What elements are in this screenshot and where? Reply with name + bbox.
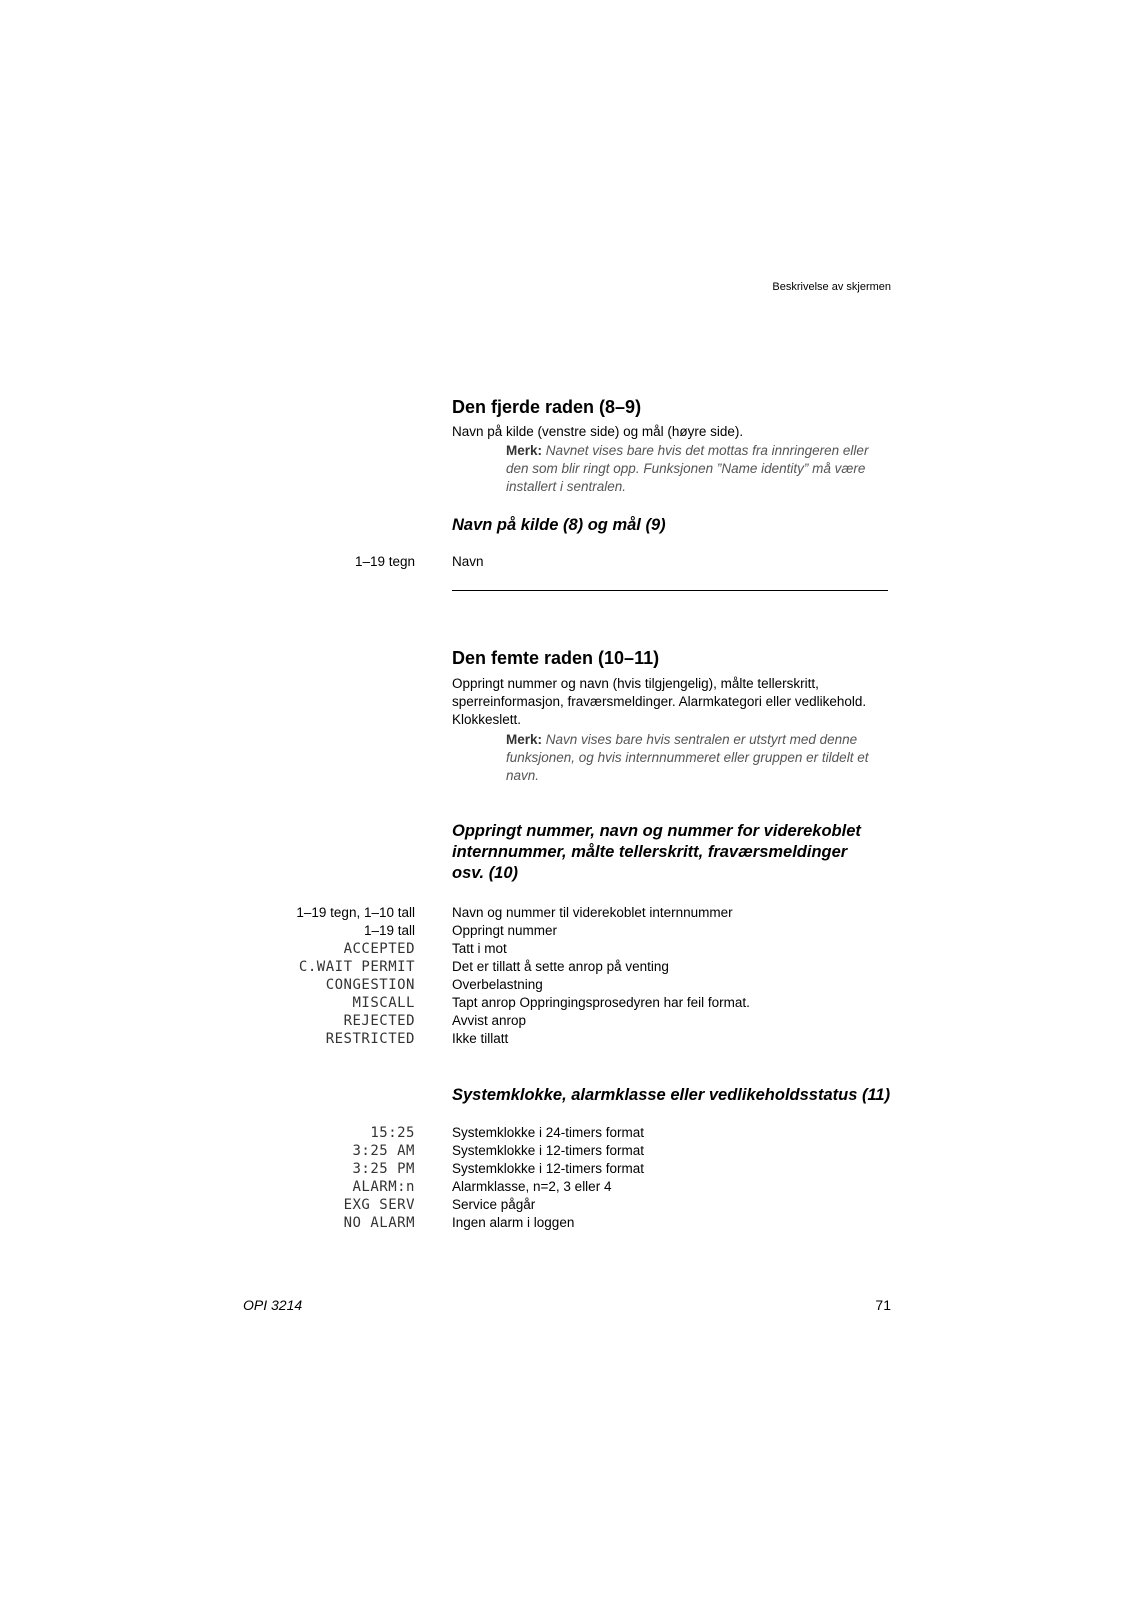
- note-block: [506, 731, 896, 785]
- table-row-right: Systemklokke i 12-timers format: [452, 1161, 645, 1176]
- table-row-right: Overbelastning: [452, 977, 543, 992]
- table-row-left: ALARM:n: [352, 1179, 415, 1195]
- table-row-right: Tatt i mot: [452, 941, 507, 956]
- table-row-right: Det er tillatt å sette anrop på venting: [452, 959, 669, 974]
- table-row-left: EXG SERV: [343, 1197, 415, 1213]
- footer-doc-id: OPI 3214: [243, 1297, 303, 1313]
- note-line: Navn vises bare hvis sentralen er utstyrt med denne: [545, 732, 858, 747]
- table-row-left: NO ALARM: [343, 1215, 415, 1231]
- body-line: Klokkeslett.: [452, 712, 522, 727]
- note-line: Navnet vises bare hvis det mottas fra innringeren eller: [545, 443, 869, 458]
- section-body: [452, 675, 892, 729]
- table-row-left: REJECTED: [343, 1013, 415, 1029]
- table-row-left: 1–19 tegn, 1–10 tall: [296, 905, 415, 920]
- table-row-right: Alarmklasse, n=2, 3 eller 4: [452, 1179, 612, 1194]
- table-row-right: Navn og nummer til viderekoblet internnummer: [452, 905, 733, 920]
- table-row-left: 15:25: [370, 1125, 415, 1141]
- table-row-left: 3:25 PM: [352, 1161, 415, 1177]
- section-heading-fourth-row: Den fjerde raden (8–9): [452, 397, 642, 417]
- table-row-left: MISCALL: [352, 995, 415, 1011]
- divider: [452, 590, 888, 591]
- running-head: Beskrivelse av skjermen: [772, 281, 891, 293]
- table-row-left: ACCEPTED: [343, 941, 415, 957]
- page-number: 71: [875, 1297, 891, 1313]
- row-description: Navn: [452, 554, 484, 569]
- table-row-left: RESTRICTED: [325, 1031, 415, 1047]
- table-row-right: Service pågår: [452, 1197, 536, 1212]
- body-line: Oppringt nummer og navn (hvis tilgjengelig), målte tellerskritt,: [452, 676, 819, 691]
- subheading-system-clock: Systemklokke, alarmklasse eller vedlikeholdsstatus (11): [452, 1086, 891, 1104]
- subheading-line: Oppringt nummer, navn og nummer for viderekoblet: [452, 822, 861, 840]
- table-row-right: Systemklokke i 24-timers format: [452, 1125, 645, 1140]
- row-left-label: 1–19 tegn: [354, 554, 415, 569]
- section-heading-fifth-row: Den femte raden (10–11): [452, 648, 660, 668]
- table-row-right: Ingen alarm i loggen: [452, 1215, 575, 1230]
- note-label: Merk:: [506, 443, 543, 458]
- table-row-right: Avvist anrop: [452, 1013, 527, 1028]
- subheading-dialled-number: [452, 821, 892, 884]
- table-row-left: C.WAIT PERMIT: [298, 959, 415, 975]
- note-block: [506, 442, 896, 496]
- subheading-line: osv. (10): [452, 864, 519, 882]
- table-row-right: Oppringt nummer: [452, 923, 558, 938]
- table-row-left: 1–19 tall: [363, 923, 415, 938]
- body-line: sperreinformasjon, fraværsmeldinger. Alarmkategori eller vedlikehold.: [452, 694, 867, 709]
- note-line: den som blir ringt opp. Funksjonen ”Name identity” må være: [506, 461, 866, 476]
- table-row-right: Ikke tillatt: [452, 1031, 509, 1046]
- table-row-right: Systemklokke i 12-timers format: [452, 1143, 645, 1158]
- section-body: Navn på kilde (venstre side) og mål (høyre side).: [452, 424, 744, 439]
- table-row-left: 3:25 AM: [352, 1143, 415, 1159]
- table-row-left: CONGESTION: [325, 977, 415, 993]
- note-line: navn.: [506, 768, 540, 783]
- note-line: installert i sentralen.: [506, 479, 627, 494]
- subheading-line: internnummer, målte tellerskritt, fraværsmeldinger: [452, 843, 848, 861]
- note-line: funksjonen, og hvis internnummeret eller gruppen er tildelt et: [506, 750, 869, 765]
- subheading-source-target-name: Navn på kilde (8) og mål (9): [452, 516, 666, 534]
- table-row-right: Tapt anrop Oppringingsprosedyren har feil format.: [452, 995, 750, 1010]
- note-label: Merk:: [506, 732, 543, 747]
